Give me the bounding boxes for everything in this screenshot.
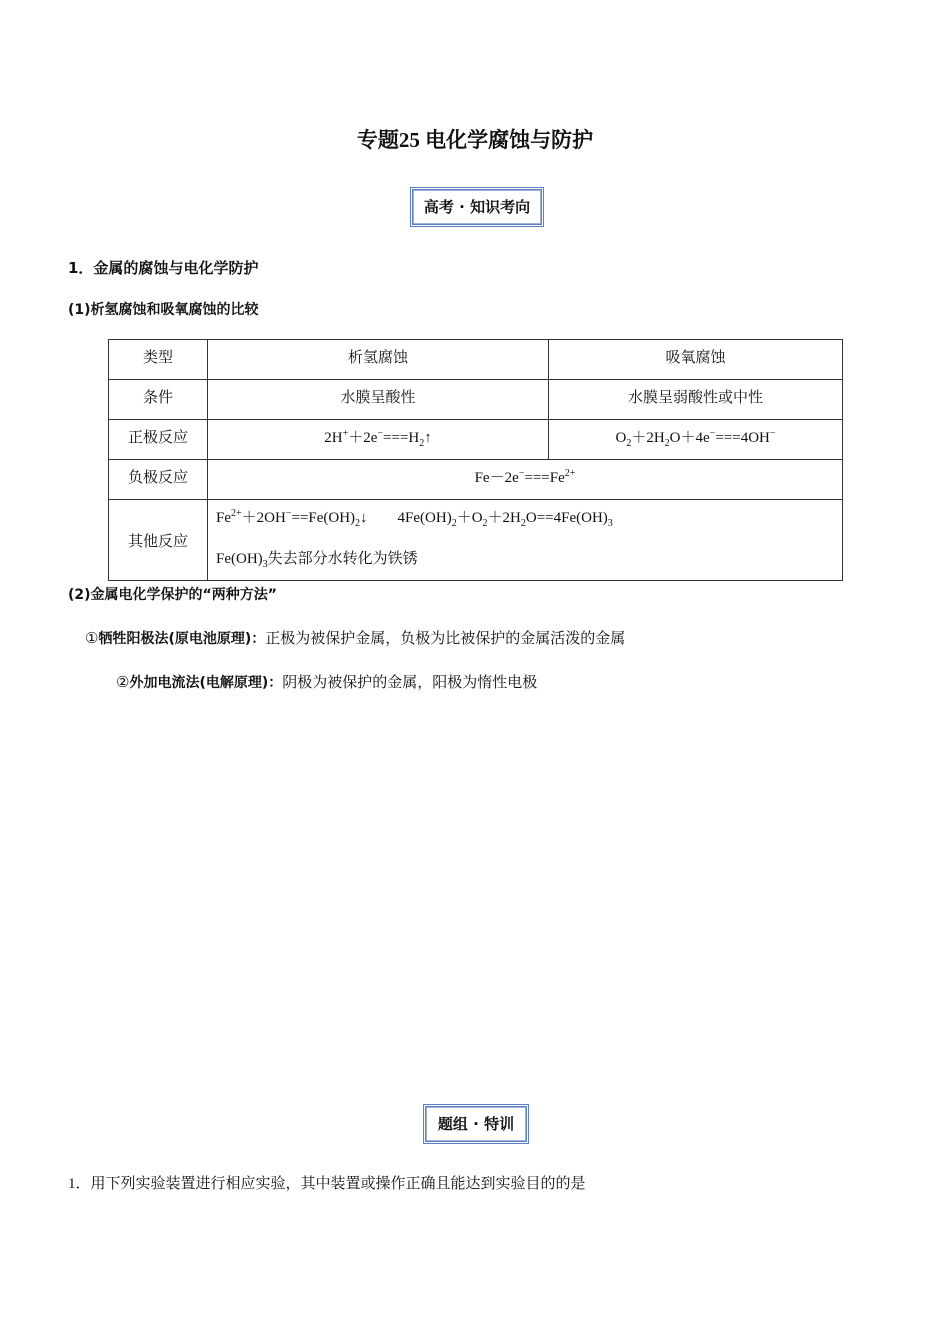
table-cell: 正极反应 (109, 420, 208, 460)
table-row-negative (109, 460, 843, 500)
table-row-condition (109, 380, 843, 420)
method-sacrificial-anode: ①牺牲阳极法(原电池原理)：正极为被保护金属，负极为比被保护的金属活泼的金属 (85, 631, 626, 647)
oxygen-absorption-equation: $O_2+2H_2O+4e^-===4OH^-$ (549, 420, 843, 460)
section-badge-knowledge: 高考 · 知识考向 (410, 187, 544, 227)
table-cell: 水膜呈酸性 (208, 380, 549, 420)
other-reactions-cell (208, 500, 843, 581)
table-cell: 吸氧腐蚀 (549, 340, 843, 380)
table-cell: 条件 (109, 380, 208, 420)
table-row-positive (109, 420, 843, 460)
table-cell: 负极反应 (109, 460, 208, 500)
subsection-heading-comparison: (1)析氢腐蚀和吸氧腐蚀的比较 (68, 302, 259, 318)
hydrogen-evolution-equation: $2H^++2e^-===H_2↑$ (208, 420, 549, 460)
negative-electrode-equation: $Fe-2e^-===Fe^{2+}$ (208, 460, 843, 500)
table-cell: 析氢腐蚀 (208, 340, 549, 380)
table-row-header (109, 340, 843, 380)
question-1: 1．用下列实验装置进行相应实验，其中装置或操作正确且能达到实验目的的是 (68, 1176, 586, 1192)
page-title: 专题25 电化学腐蚀与防护 (356, 128, 594, 152)
table-cell: 类型 (109, 340, 208, 380)
other-reaction-line-2: $Fe(OH)_3$失去部分水转化为铁锈 (216, 551, 418, 570)
table-cell: 其他反应 (109, 500, 208, 581)
subsection-heading-protection: (2)金属电化学保护的“两种方法” (68, 587, 277, 603)
other-reaction-line-1: $Fe^{2+}+2OH^-==Fe(OH)_2↓$ $4Fe(OH)_2+O_2+2H_2O==4Fe(OH)_3$ (216, 508, 613, 529)
section-heading: 1．金属的腐蚀与电化学防护 (68, 259, 259, 277)
table-cell: 水膜呈弱酸性或中性 (549, 380, 843, 420)
table-row-other (109, 500, 843, 581)
section-badge-practice: 题组 · 特训 (423, 1104, 529, 1144)
comparison-table (108, 339, 843, 581)
method-impressed-current: ②外加电流法(电解原理)：阴极为被保护的金属，阳极为惰性电极 (116, 675, 538, 691)
